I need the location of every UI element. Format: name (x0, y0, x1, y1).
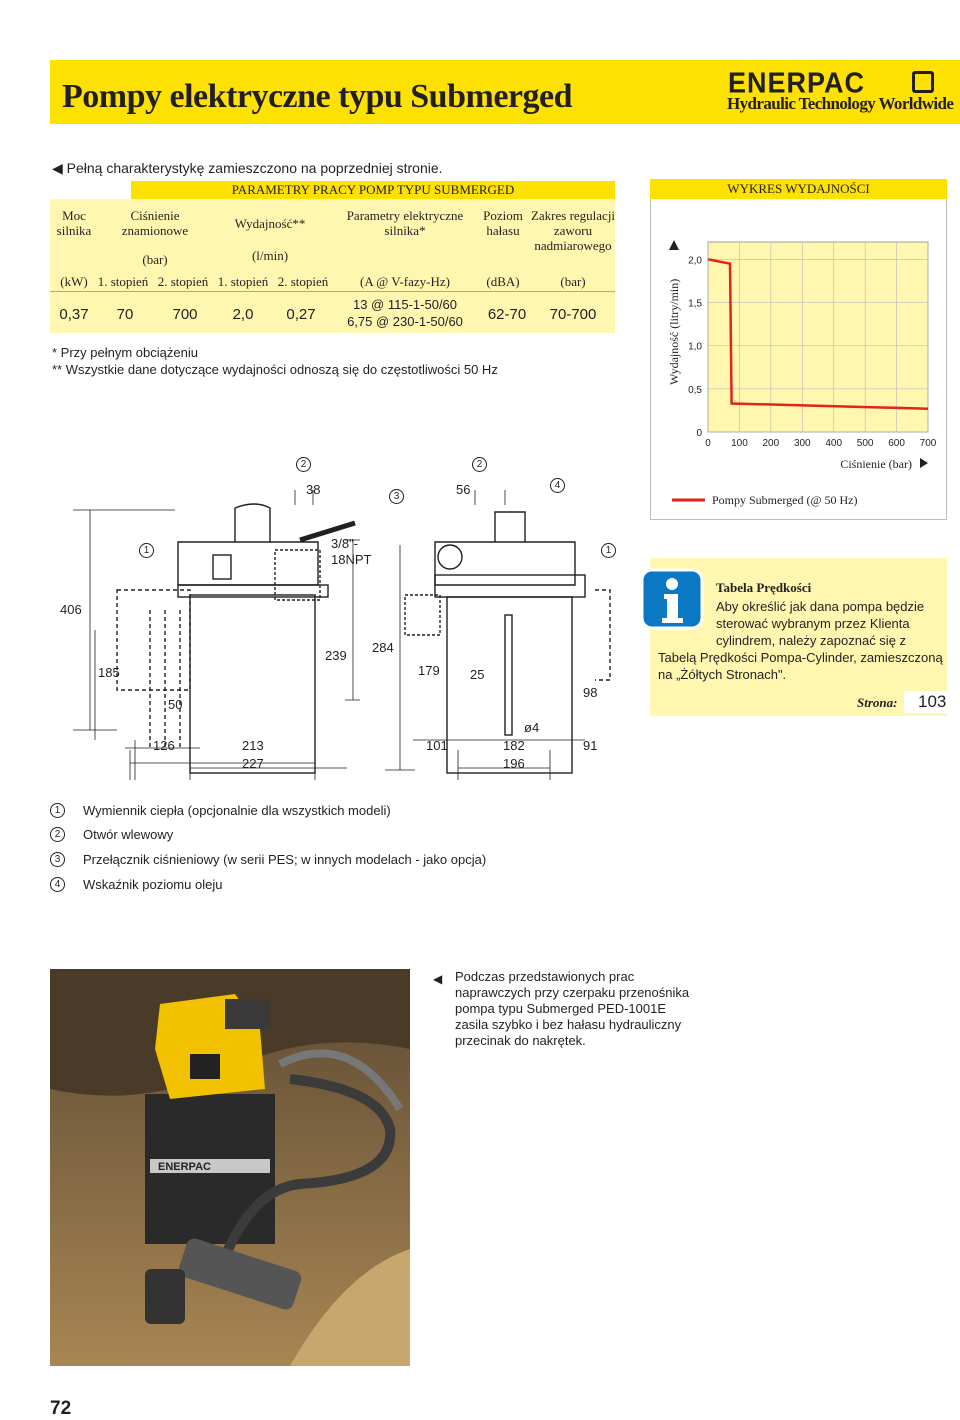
value-pressure-1: 70 (100, 306, 150, 323)
dimension-drawings (55, 450, 635, 780)
legend-text: Otwór wlewowy (83, 827, 173, 842)
info-text-2: Tabelą Prędkości Pompa-Cylinder, zamieszczoną na „Żółtych Stronach". (658, 649, 948, 683)
chart-x-tick-label: 0 (705, 438, 711, 449)
col-moc: Moc silnika (54, 208, 94, 238)
dim-213: 213 (242, 738, 264, 753)
photo-caption: Podczas przedstawionych prac naprawczych przy czerpaku przenośnika pompa typu Submerged PED-1001E zasila szybko i bez hałasu hydrauliczny przecinak do nakrętek. (455, 969, 695, 1049)
chart-y-tick-label: 1,5 (688, 298, 702, 309)
legend-item (50, 802, 391, 818)
legend-number: 4 (50, 877, 65, 892)
stage-2-pressure: 2. stopień (153, 274, 213, 289)
chart-y-arrow-icon (669, 240, 679, 250)
chart-x-tick-label: 300 (794, 438, 811, 449)
chart-x-tick-label: 700 (920, 438, 937, 449)
right-pump-exchanger (595, 590, 610, 680)
value-pressure-2: 700 (160, 306, 210, 323)
legend-item (50, 876, 222, 892)
col-wydajnosc: Wydajność** (215, 216, 325, 231)
footnote-2: ** Wszystkie dane dotyczące wydajności odnoszą się do częstotliwości 50 Hz (52, 361, 498, 378)
dim-196: 196 (503, 756, 525, 771)
left-pump-heat-exchanger (117, 590, 190, 690)
info-icon (640, 566, 706, 632)
dim-91: 91 (583, 738, 597, 753)
dim-56: 56 (456, 482, 470, 497)
chart-x-axis-label: Ciśnienie (bar) (840, 457, 912, 471)
chart-legend-label: Pompy Submerged (@ 50 Hz) (712, 493, 857, 507)
dim-25: 25 (470, 667, 484, 682)
logo-tagline: Hydraulic Technology Worldwide (727, 94, 953, 114)
legend-text: Przełącznik ciśnieniowy (w serii PES; w innych modelach - jako opcja) (83, 852, 486, 867)
value-electric-230: 6,75 @ 230-1-50/60 (330, 314, 480, 330)
chart-x-tick-label: 600 (888, 438, 905, 449)
marker-2-right: 2 (472, 457, 487, 472)
dim-o4: ø4 (524, 720, 539, 735)
col-poziom: Poziom hałasu (478, 208, 528, 238)
chart-title: WYKRES WYDAJNOŚCI (650, 179, 947, 199)
info-text-1: Aby określić jak dana pompa będzie sterować wybranym przez Klienta cylindrem, należy zapoznać się z (716, 598, 946, 649)
left-pump-exchanger-tubes (150, 610, 180, 750)
dim-101: 101 (426, 738, 448, 753)
dim-126: 126 (153, 738, 175, 753)
chart-y-tick-label: 1,0 (688, 342, 702, 353)
unit-kw: (kW) (54, 274, 94, 289)
dim-227: 227 (242, 756, 264, 771)
dim-185: 185 (98, 665, 120, 680)
chart-x-tick-label: 100 (731, 438, 748, 449)
value-flow-1: 2,0 (218, 306, 268, 323)
dim-50: 50 (168, 697, 182, 712)
right-pump-switch (405, 595, 440, 635)
legend-item (50, 826, 173, 842)
right-pump-plate (435, 575, 585, 597)
page-title: Pompy elektryczne typu Submerged (62, 78, 572, 116)
performance-chart (650, 200, 947, 520)
legend-text: Wymiennik ciepła (opcjonalnie dla wszystkich modeli) (83, 803, 391, 818)
enerpac-logo: ENERPAC (728, 67, 865, 100)
chart-x-tick-label: 400 (825, 438, 842, 449)
value-range: 70-700 (540, 306, 606, 323)
value-moc: 0,37 (52, 306, 96, 323)
chart-y-tick-label: 2,0 (688, 255, 702, 266)
marker-1-left: 1 (139, 543, 154, 558)
unit-lmin: (l/min) (240, 248, 300, 263)
marker-1-right: 1 (601, 543, 616, 558)
logo-mark-icon (912, 71, 934, 93)
col-cisnienie: Ciśnienie znamionowe (105, 208, 205, 238)
legend-text: Wskaźnik poziomu oleju (83, 877, 222, 892)
photo-brand-text: ENERPAC (158, 1161, 211, 1173)
info-title: Tabela Prędkości (716, 580, 811, 596)
col-zakres: Zakres regulacji zaworu nadmiarowego (528, 208, 618, 253)
value-noise: 62-70 (478, 306, 536, 323)
legend-number: 2 (50, 827, 65, 842)
page-ref-number[interactable]: 103 (918, 692, 946, 712)
legend-number: 3 (50, 852, 65, 867)
unit-bar: (bar) (125, 252, 185, 267)
dim-284-line (385, 545, 415, 770)
legend-item (50, 851, 486, 867)
value-electric-115: 13 @ 115-1-50/60 (330, 297, 480, 313)
footnote-1: * Przy pełnym obciążeniu (52, 344, 498, 361)
height-dim-lines (73, 510, 175, 740)
product-photo (50, 969, 410, 1366)
chart-x-tick-label: 500 (857, 438, 874, 449)
left-pump-valve (275, 550, 320, 600)
dim-239: 239 (325, 648, 347, 663)
note-line: ◀ Pełną charakterystykę zamieszczono na poprzedniej stronie. (52, 160, 443, 177)
col-parametry: Parametry elektryczne silnika* (335, 208, 475, 238)
dim-284: 284 (372, 640, 394, 655)
page-number: 72 (50, 1398, 71, 1420)
chart-y-tick-label: 0 (696, 428, 702, 439)
value-flow-2: 0,27 (276, 306, 326, 323)
unit-volt: (A @ V-fazy-Hz) (345, 274, 465, 289)
oil-level-indicator (505, 615, 512, 735)
dim-179: 179 (418, 663, 440, 678)
dim-406: 406 (60, 602, 82, 617)
page-ref-label: Strona: (857, 695, 897, 711)
marker-4: 4 (550, 478, 565, 493)
marker-3: 3 (389, 489, 404, 504)
params-table-title: PARAMETRY PRACY POMP TYPU SUBMERGED (131, 181, 615, 199)
dim-38: 38 (306, 482, 320, 497)
stage-1-flow: 1. stopień (213, 274, 273, 289)
stage-1-pressure: 1. stopień (93, 274, 153, 289)
right-pump-motor (435, 542, 575, 585)
chart-x-tick-label: 200 (763, 438, 780, 449)
thread-label: 3/8"- 18NPT (331, 536, 371, 568)
left-pump-top (235, 504, 270, 542)
footnotes (52, 344, 498, 378)
chart-x-arrow-icon (920, 458, 928, 468)
photo-illustration (50, 969, 410, 1366)
caption-arrow-icon: ◀ (433, 972, 442, 986)
right-pump-gauge (438, 545, 462, 569)
chart-y-tick-label: 0,5 (688, 385, 702, 396)
left-pump-switch (213, 555, 231, 579)
table-divider (50, 291, 615, 292)
left-pump-motor (178, 542, 318, 585)
right-pump-top (495, 512, 525, 542)
unit-bar-range: (bar) (538, 274, 608, 289)
marker-2-left: 2 (296, 457, 311, 472)
dim-182: 182 (503, 738, 525, 753)
chart-y-axis-label: Wydajność (litry/min) (667, 279, 681, 385)
stage-2-flow: 2. stopień (273, 274, 333, 289)
unit-dba: (dBA) (478, 274, 528, 289)
legend-number: 1 (50, 803, 65, 818)
dim-98: 98 (583, 685, 597, 700)
